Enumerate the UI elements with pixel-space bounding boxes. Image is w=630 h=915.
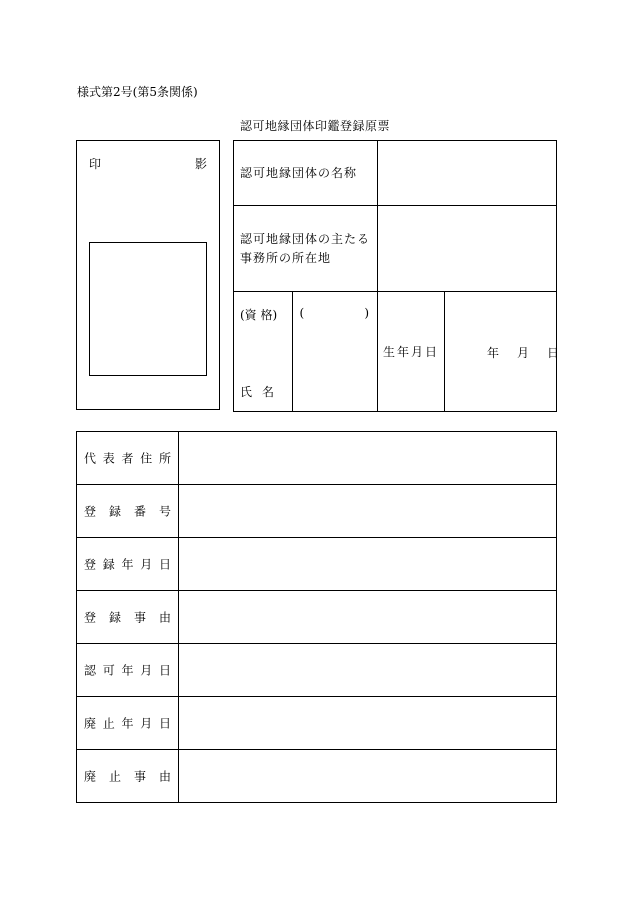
registration-number-label-text	[84, 503, 171, 520]
registration-number-label-char: 録	[108, 504, 121, 519]
approval-date-label-char: 認	[84, 663, 97, 678]
approval-date-label-char: 日	[158, 663, 171, 678]
registration-row-representative-address	[77, 432, 557, 485]
registration-number-field[interactable]	[179, 485, 557, 538]
seal-stamp-box[interactable]	[89, 242, 207, 376]
registration-date-label-char: 月	[140, 557, 153, 572]
group-name-field[interactable]	[378, 141, 557, 206]
registration-date-label-char: 日	[158, 557, 171, 572]
registration-row-registration-number	[77, 485, 557, 538]
seal-label-char-1: 印	[89, 157, 102, 171]
registration-row-abolition-date	[77, 697, 557, 750]
representative-address-label-char: 所	[158, 451, 171, 466]
registration-row-approval-date	[77, 644, 557, 697]
approval-date-label-char: 可	[102, 663, 115, 678]
registration-reason-label-text	[84, 609, 171, 626]
abolition-reason-label-char: 廃	[84, 769, 97, 784]
approval-date-label-text	[84, 662, 171, 679]
registration-date-field[interactable]	[179, 538, 557, 591]
abolition-date-label-char: 年	[121, 716, 134, 731]
registration-number-label-char: 番	[133, 504, 146, 519]
qualification-label: (資 格)	[240, 308, 278, 322]
registration-reason-label-char: 録	[108, 610, 121, 625]
day-label: 日	[547, 346, 560, 360]
abolition-reason-field[interactable]	[179, 750, 557, 803]
abolition-date-label-char: 廃	[84, 716, 97, 731]
name-label: 氏名	[240, 385, 285, 399]
registration-number-label-char: 号	[158, 504, 171, 519]
registration-table	[76, 431, 557, 803]
registration-row-abolition-reason	[77, 750, 557, 803]
approval-date-label	[77, 644, 179, 697]
office-address-field[interactable]	[378, 206, 557, 292]
abolition-reason-label-char: 止	[108, 769, 121, 784]
registration-row-registration-date	[77, 538, 557, 591]
abolition-date-label-text	[84, 715, 171, 732]
registration-date-label-char: 録	[102, 557, 115, 572]
abolition-date-label-char: 月	[140, 716, 153, 731]
registration-number-label-char: 登	[84, 504, 97, 519]
representative-address-label-char: 代	[84, 451, 97, 466]
birth-date-field[interactable]	[445, 292, 560, 412]
office-label-line1: 認可地縁団体の主たる	[240, 231, 371, 246]
representative-address-label-text	[84, 450, 171, 467]
registration-reason-label-char: 登	[84, 610, 97, 625]
abolition-reason-label-char: 由	[158, 769, 171, 784]
representative-address-label-char: 者	[121, 451, 134, 466]
abolition-reason-label	[77, 750, 179, 803]
registration-date-label-text	[84, 556, 171, 573]
representative-label-cell	[234, 292, 293, 412]
approval-date-field[interactable]	[179, 644, 557, 697]
qualification-name-field[interactable]	[293, 292, 378, 412]
abolition-date-label-char: 日	[158, 716, 171, 731]
seal-label-char-2: 影	[195, 157, 208, 171]
abolition-reason-label-text	[84, 768, 171, 785]
abolition-reason-label-char: 事	[133, 769, 146, 784]
birth-date-label: 生年月日	[378, 292, 445, 412]
form-number: 様式第2号(第5条関係)	[77, 85, 198, 99]
representative-address-label	[77, 432, 179, 485]
abolition-date-label-char: 止	[102, 716, 115, 731]
registration-reason-label-char: 由	[158, 610, 171, 625]
abolition-date-field[interactable]	[179, 697, 557, 750]
registration-date-label-char: 年	[121, 557, 134, 572]
registration-reason-label	[77, 591, 179, 644]
paren-close: )	[364, 306, 369, 320]
registration-date-label-char: 登	[84, 557, 97, 572]
registration-reason-field[interactable]	[179, 591, 557, 644]
representative-address-field[interactable]	[179, 432, 557, 485]
group-name-label: 認可地縁団体の名称	[234, 141, 378, 206]
approval-date-label-char: 月	[140, 663, 153, 678]
group-info-table	[233, 140, 560, 412]
abolition-date-label	[77, 697, 179, 750]
year-label: 年	[487, 346, 500, 360]
office-address-label	[234, 206, 378, 292]
representative-address-label-char: 住	[140, 451, 153, 466]
paren-open: (	[299, 306, 305, 320]
registration-reason-label-char: 事	[133, 610, 146, 625]
registration-row-registration-reason	[77, 591, 557, 644]
approval-date-label-char: 年	[121, 663, 134, 678]
office-label-line2: 事務所の所在地	[240, 250, 332, 265]
form-title: 認可地縁団体印鑑登録原票	[239, 119, 390, 133]
representative-address-label-char: 表	[102, 451, 115, 466]
registration-number-label	[77, 485, 179, 538]
registration-date-label	[77, 538, 179, 591]
month-label: 月	[517, 346, 530, 360]
